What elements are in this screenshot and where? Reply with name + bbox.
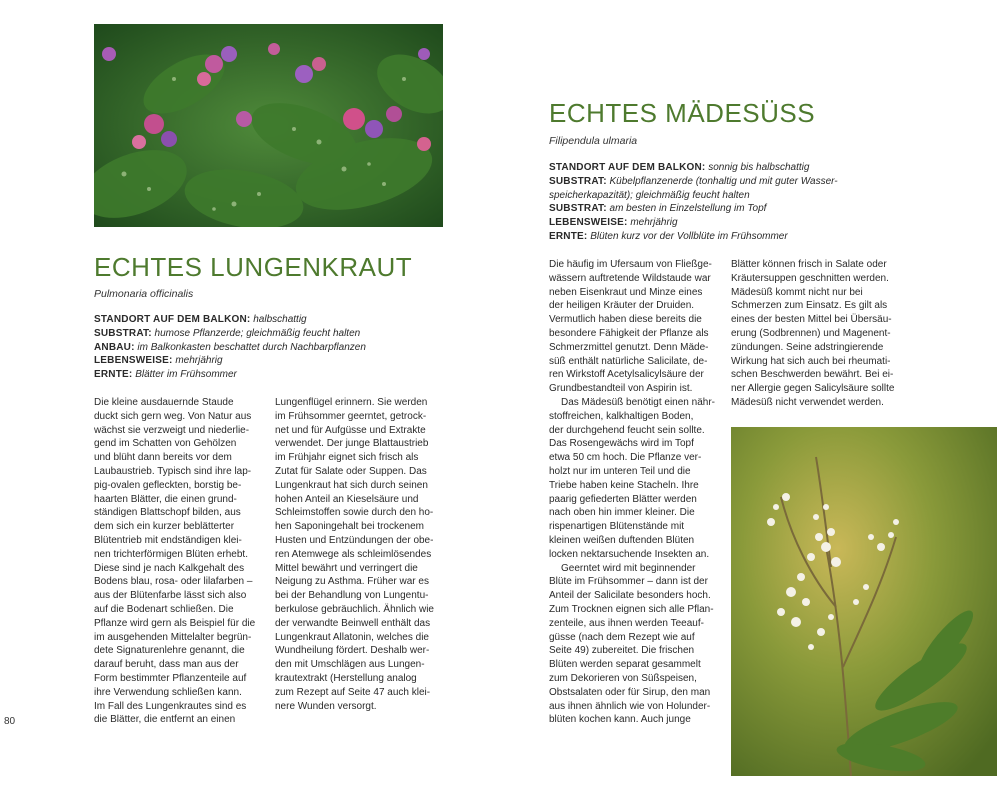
text-line: der verwandte Beinwell enthält das [275,617,431,629]
text-line: nen trichterförmigen Blüten erhebt. [94,548,248,560]
text-line: rispenartigen Blütenstände mit [549,521,685,533]
text-line: der heiligen Kräuter der Druiden. [549,300,695,312]
text-line: Schmerzen zum Einsatz. Es gilt als [731,300,888,312]
text-line: Neigung zu Asthma. Früher war es [275,576,429,588]
text-line: und blüht dann bereits vor dem [94,452,232,464]
fact-label: STANDORT AUF DEM BALKON: [94,314,251,325]
body-column [731,258,906,410]
fact-label: ERNTE: [94,369,133,381]
text-line: ren Wirkstoff Acetylsalicylsäure der [549,369,704,381]
text-line: im Frühsommer geerntet, getrock- [275,410,427,422]
text-line: Wundheilung fördert. Deshalb wer- [275,645,430,657]
text-line: Pflanze wird gern als Beispiel für die [94,617,256,629]
text-line: hohen Anteil an Kieselsäure und [275,493,419,505]
fact-row [549,216,849,230]
fact-label: STANDORT AUF DEM BALKON: [549,162,706,173]
text-line: Kräutersuppen geschnitten werden. [731,272,889,284]
page-number: 80 [4,716,16,727]
text-line: blüten kochen kann. Auch junge [549,714,691,726]
text-line: verwendet. Der junge Blattaustrieb [275,438,429,450]
text-line: Die kleine ausdauernde Staude [94,397,234,408]
text-line: etwa 50 cm hoch. Die Pflanze ver- [549,452,702,464]
text-line: duckt sich gern weg. Von Natur aus [94,410,252,422]
text-line: der durchgehend feucht sein sollte. [549,424,705,436]
fact-row [94,341,454,355]
meadowsweet-photo [731,427,997,776]
text-line: im ausgehenden Mittelalter begrün- [94,631,252,643]
fact-label: LEBENSWEISE: [549,217,628,229]
text-line: Die häufig im Ufersaum von Fließge- [549,259,712,270]
text-line: berkulose gebräuchlich. Ähnlich wie [275,603,434,615]
fact-label: SUBSTRAT: [94,327,152,339]
text-line: net und für Aufgüsse und Extrakte [275,424,426,436]
fact-label: ERNTE: [549,230,588,242]
text-line: darauf beruht, dass man aus der [94,659,239,671]
fact-row [94,327,454,341]
text-line: zenteile, aus ihnen werden Teeauf- [549,617,704,629]
text-line: Lungenflügel erinnern. Sie werden [275,397,428,408]
fact-label: LEBENSWEISE: [94,355,173,367]
text-line: süß enthält natürliche Salicilate, de- [549,355,708,367]
fact-list [94,313,454,382]
text-line: Vermutlich haben diese bereits die [549,314,702,326]
text-line: gend im Schatten von Gehölzen [94,438,237,450]
text-line: zum Dekorieren von Süßspeisen, [549,672,697,684]
body-column [549,258,719,727]
body-column [275,396,445,713]
text-line: Mädesüß nicht verwendet werden. [731,396,884,408]
text-line: locken nektarsuchende Insekten an. [549,548,710,560]
text-line: erung (Sodbrennen) und Magenent- [731,327,891,339]
text-line: aus ihnen ähnlich wie von Holunder- [549,700,711,712]
fact-value: Blüten kurz vor der Vollblüte im Frühsommer [590,230,788,242]
text-line: neben Eisenkraut und Minze eines [549,286,703,298]
text-line: Das Mädesüß benötigt einen nähr- [561,396,715,408]
text-line: die Blätter, die entfernt an einen [94,714,236,726]
text-line: stoffreichen, kalkhaltigen Boden, [549,410,694,422]
fact-value: Blätter im Frühsommer [135,369,237,381]
text-line: bei der Behandlung von Lungentu- [275,590,429,602]
text-line: holzt nur im unteren Teil und die [549,465,691,477]
text-line: dete Signaturenlehre genannt, die [94,645,245,657]
text-line: Im Fall des Lungenkrautes sind es [94,700,247,712]
fact-row [549,189,849,203]
text-line: Schmerzmittel genutzt. Denn Mäde- [549,341,709,353]
text-line: den mit Umschlägen aus Lungen- [275,659,425,671]
text-line: wässern auftretende Wildstaude war [549,272,711,284]
page-title: ECHTES MÄDESÜSS [549,98,816,128]
text-line: ständigen Blattschopf bilden, aus [94,507,241,519]
fact-value: mehrjährig [630,217,678,229]
text-line: Blüten werden separat gesammelt [549,659,701,671]
text-line: haarten Blätter, die einen grund- [94,493,237,505]
fact-row [94,313,454,327]
text-line: Blütentrieb mit endständigen klei- [94,534,242,546]
text-line: Wirkung hat sich auch bei rheumati- [731,355,891,367]
text-line: Diese sind je nach Kalkgehalt des [94,562,245,574]
fact-row [549,175,849,189]
text-line: zum Rezept auf Seite 47 auch klei- [275,686,431,698]
text-line: Bodens blau, rosa- oder lilafarben – [94,576,253,588]
text-line: Blätter können frisch in Salate oder [731,259,887,270]
fact-value: humose Pflanzerde; gleichmäßig feucht halten [154,327,361,339]
text-line: dem sich ein kurzer beblätterter [94,521,235,533]
text-line: ren Atemwege als schleimlösendes [275,548,432,560]
text-line: kleinen weißen duftenden Blüten [549,534,695,546]
text-line: Lungenkraut hat sich durch seinen [275,479,428,491]
fact-label: SUBSTRAT: [549,203,607,215]
text-line: im Frühjahr eignet sich frisch als [275,452,419,464]
text-line: Lungenkraut Allatonin, welches die [275,631,429,643]
text-line: wächst sie verzweigt und niederlie- [94,424,250,436]
fact-row [549,161,849,175]
text-line: paarig gefiederten Blätter werden [549,493,697,505]
fact-row [549,202,849,216]
text-line: hen Saponingehalt bei trockenem [275,521,424,533]
fact-label: ANBAU: [94,341,135,353]
text-line: Seite 49) zubereitet. Die frischen [549,645,695,657]
text-line: Laubaustrieb. Typisch sind ihre lap- [94,465,252,477]
text-line: Mittel bewährt und verringert die [275,562,418,574]
latin-name: Filipendula ulmaria [549,135,638,147]
fact-row [94,354,454,368]
text-line: Zum Trocknen eignen sich alle Pflan- [549,603,714,615]
fact-value: speicherkapazität); gleichmäßig feucht halten [549,189,750,201]
fact-value: halbschattig [253,314,307,325]
text-line: güsse (nach dem Rezept wie auf [549,631,695,643]
text-line: nach oben hin immer kleiner. Die [549,507,695,519]
text-line: Obstsalaten oder für Sirup, den man [549,686,711,698]
text-line: Husten und Entzündungen der obe- [275,534,434,546]
text-line: Schleimstoffen sowie durch den ho- [275,507,434,519]
latin-name: Pulmonaria officinalis [94,288,194,300]
text-line: krautextrakt (Herstellung analog [275,672,417,684]
text-line: besondere Fähigkeit der Pflanze als [549,327,709,339]
text-line: eines der besten Mittel bei Übersäu- [731,314,892,326]
text-line: auf die Bodenart schließen. Die [94,603,234,615]
text-line: Grundbestandteil von Aspirin ist. [549,383,693,395]
fact-value: im Balkonkasten beschattet durch Nachbarpflanzen [137,341,366,353]
text-line: Blüte im Frühsommer – dann ist der [549,576,708,588]
text-line: ihre Verwendung schließen kann. [94,686,242,698]
text-line: Mädesüß kommt nicht nur bei [731,286,863,298]
fact-value: am besten in Einzelstellung im Topf [609,203,767,215]
text-line: Zutat für Salate oder Suppen. Das [275,465,427,477]
text-line: Form bestimmter Pflanzenteile auf [94,672,247,684]
text-line: zündungen. Seine adstringierende [731,341,884,353]
fact-list [549,161,849,244]
text-line: Geerntet wird mit beginnender [561,562,696,574]
lungwort-photo [94,24,443,227]
page-title: ECHTES LUNGENKRAUT [94,252,413,282]
text-line: pig-ovalen gefleckten, borstig be- [94,479,242,491]
fact-value: mehrjährig [175,355,223,367]
text-line: schen Beschwerden bewährt. Bei ei- [731,369,894,381]
text-line: Triebe haben keine Stacheln. Ihre [549,479,699,491]
text-line: Das Rosengewächs wird im Topf [549,438,694,450]
fact-value: sonnig bis halbschattig [708,162,810,173]
fact-value: Kübelpflanzenerde (tonhaltig und mit guter Wasser- [609,175,838,187]
text-line: ner Allergie gegen Salicylsäure sollte [731,383,895,395]
body-column [94,396,264,727]
fact-row [94,368,454,382]
text-line: Anteil der Salicilate besonders hoch. [549,590,711,602]
fact-label: SUBSTRAT: [549,175,607,187]
text-line: nere Wunden versorgt. [275,700,377,712]
text-line: aus der Blütenfarbe lässt sich also [94,590,247,602]
fact-row [549,230,849,244]
